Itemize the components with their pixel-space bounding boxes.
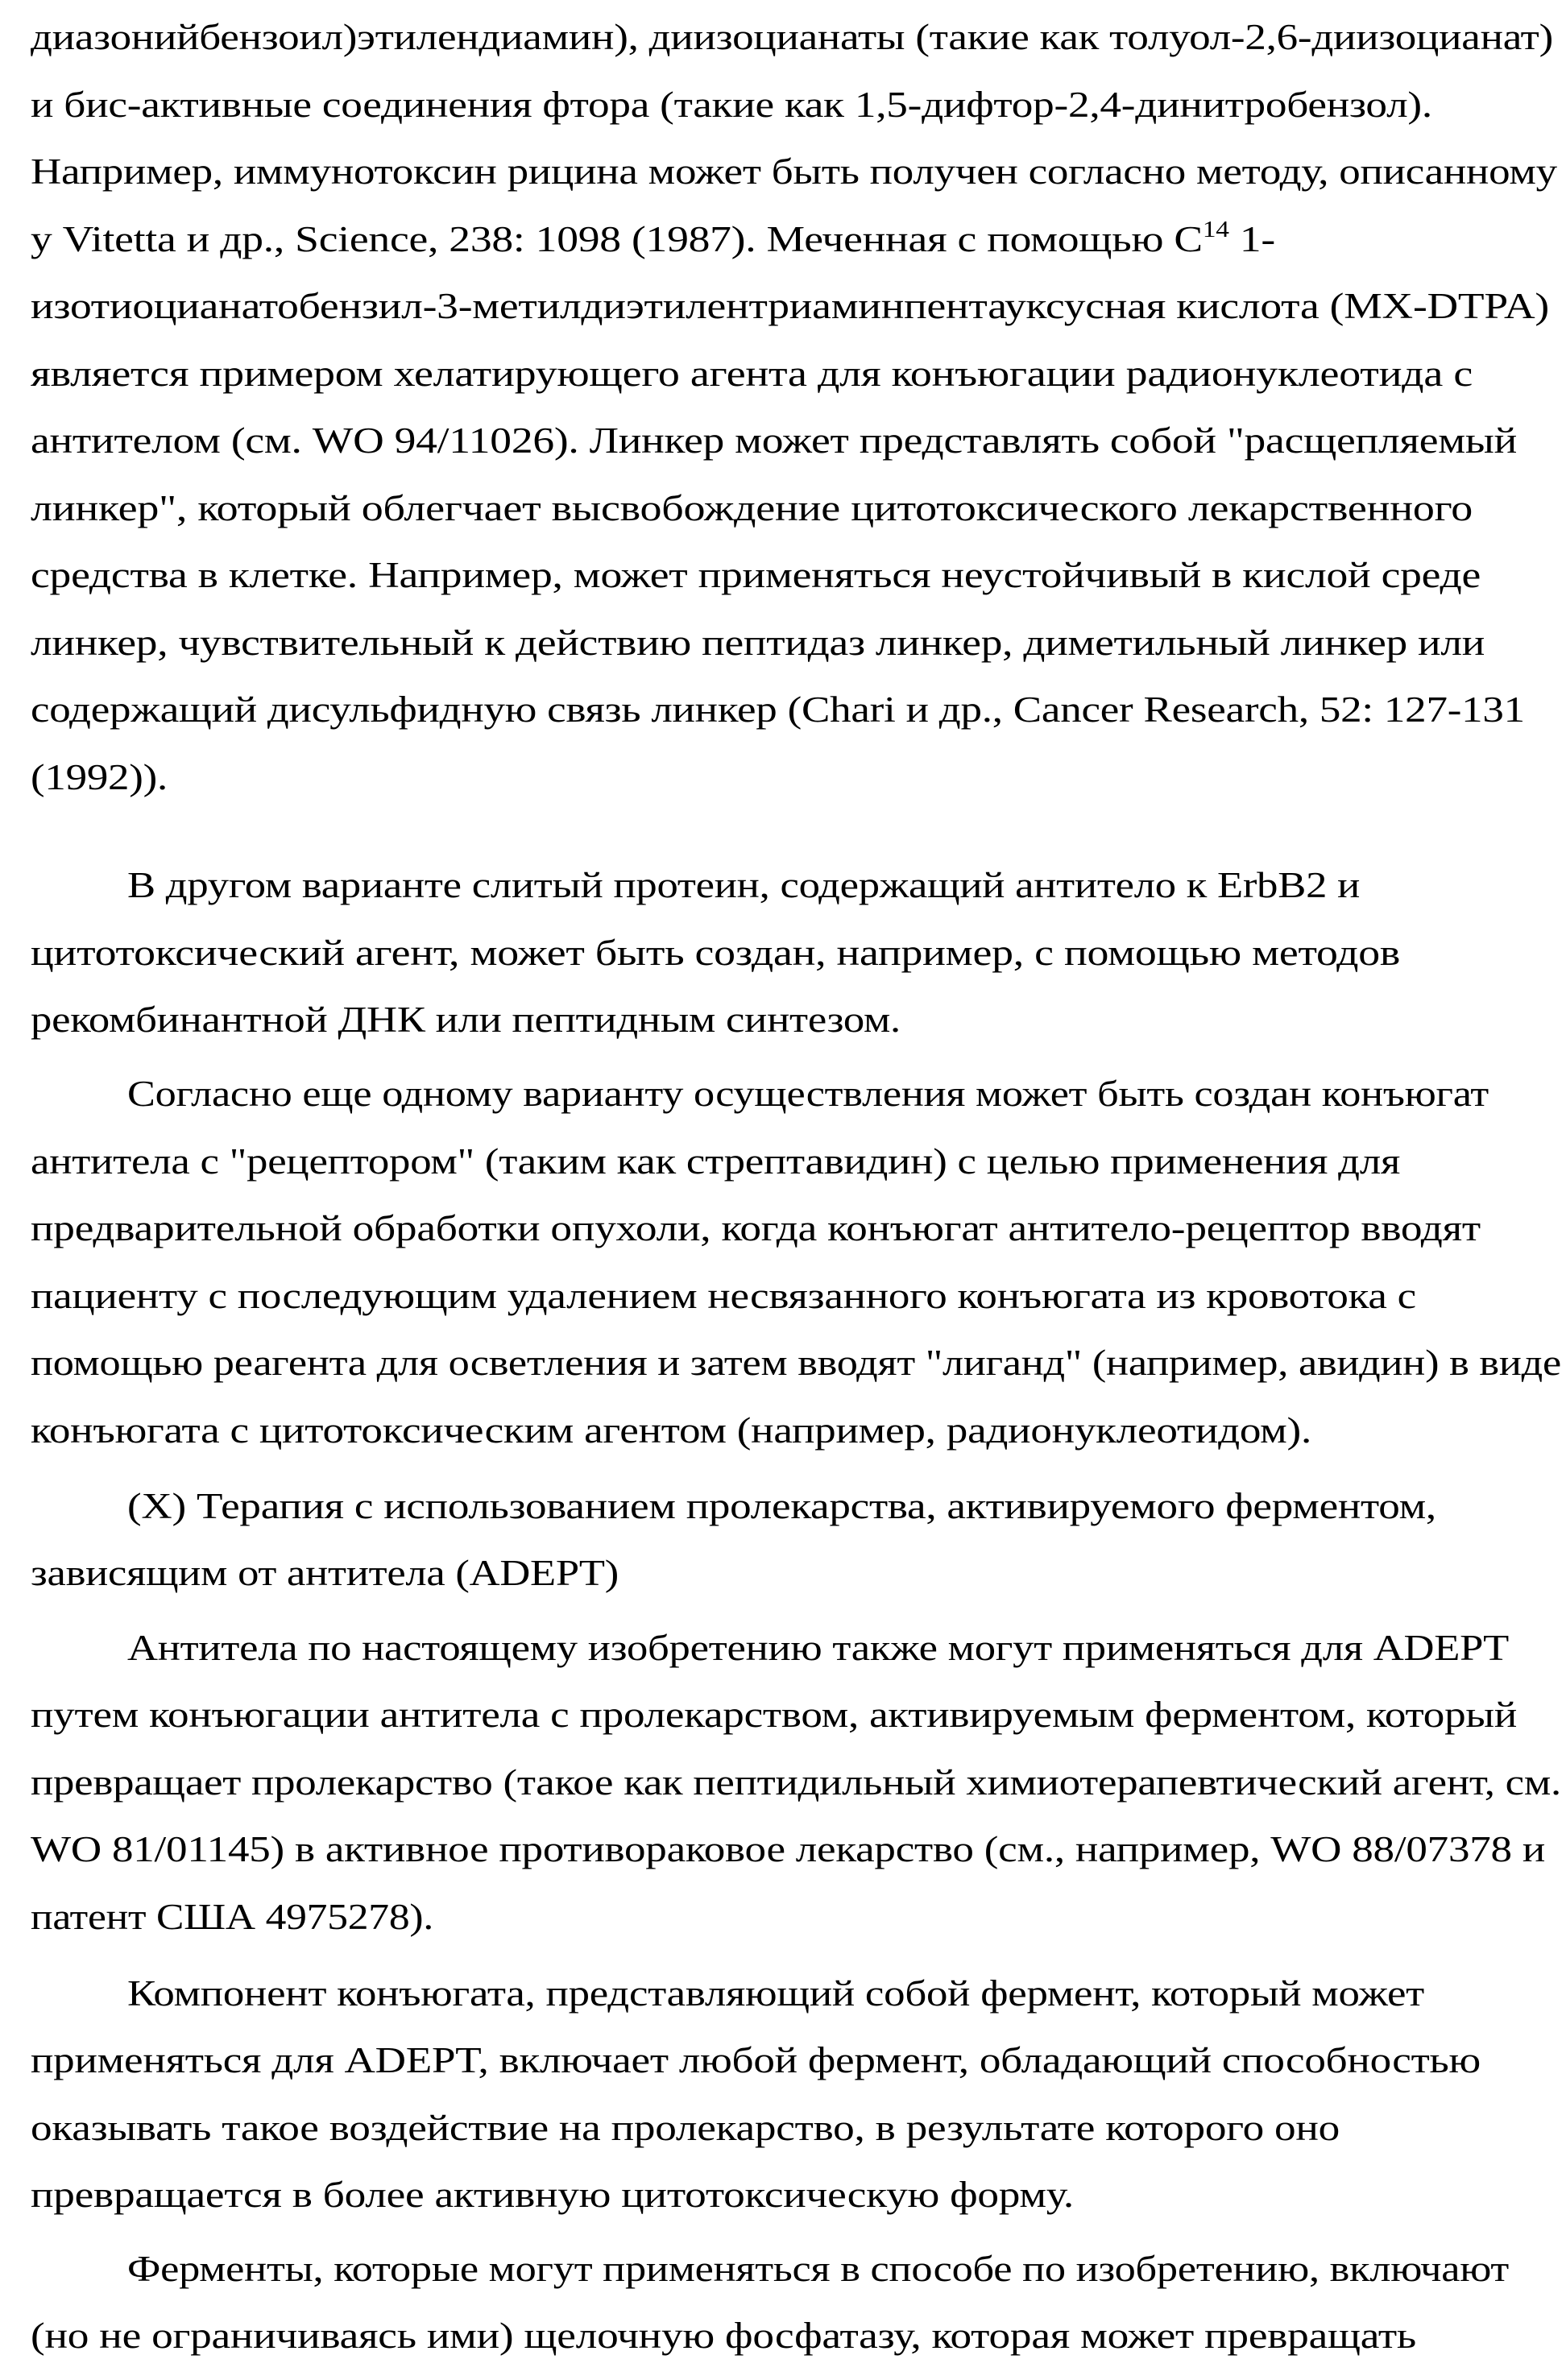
text-line: и бис-активные соединения фтора (такие как 1,5-дифтор-2,4-динитробензол). <box>31 85 1432 125</box>
paragraph-first-line: Согласно еще одному варианту осуществления может быть создан конъюгат <box>127 1074 1489 1114</box>
paragraph-first-line: (X) Терапия с использованием пролекарства, активируемого ферментом, <box>127 1486 1436 1526</box>
text-line: превращает пролекарство (такое как пептидильный химиотерапевтический агент, см. <box>31 1762 1562 1803</box>
paragraph-first-line: В другом варианте слитый протеин, содержащий антитело к ErbB2 и <box>127 865 1361 905</box>
text-line: конъюгата с цитотоксическим агентом (например, радионуклеотидом). <box>31 1410 1312 1451</box>
paragraph-first-line: Антитела по настоящему изобретению также могут применяться для ADEPT <box>127 1628 1510 1668</box>
text-span: 1- <box>1228 219 1275 259</box>
text-line: (1992)). <box>31 757 168 797</box>
text-line: содержащий дисульфидную связь линкер (Chari и др., Cancer Research, 52: 127-131 <box>31 689 1525 730</box>
text-line: Например, иммунотоксин рицина может быть получен согласно методу, описанному <box>31 151 1557 192</box>
text-line: антителом (см. WO 94/11026). Линкер может представлять собой "расщепляемый <box>31 420 1518 461</box>
paragraph-first-line: Ферменты, которые могут применяться в способе по изобретению, включают <box>127 2249 1510 2289</box>
text-line: оказывать такое воздействие на пролекарство, в результате которого оно <box>31 2108 1340 2148</box>
text-line: зависящим от антитела (ADEPT) <box>31 1553 619 1593</box>
text-line: (но не ограничиваясь ими) щелочную фосфатазу, которая может превращать <box>31 2316 1416 2356</box>
text-line: предварительной обработки опухоли, когда конъюгат антитело-рецептор вводят <box>31 1208 1481 1248</box>
text-line: изотиоцианатобензил-3-метилдиэтилентриаминпентауксусная кислота (MX-DTPA) <box>31 286 1549 326</box>
text-line <box>31 217 1275 262</box>
text-line: цитотоксический агент, может быть создан, например, с помощью методов <box>31 933 1401 973</box>
text-line: путем конъюгации антитела с пролекарством, активируемым ферментом, который <box>31 1695 1518 1735</box>
text-line: диазонийбензоил)этилендиамин), диизоцианаты (такие как толуол-2,6-диизоцианат) <box>31 17 1554 57</box>
text-line: линкер", который облегчает высвобождение цитотоксического лекарственного <box>31 488 1473 528</box>
paragraph-first-line: Компонент конъюгата, представляющий собой фермент, который может <box>127 1973 1425 2014</box>
text-line: рекомбинантной ДНК или пептидным синтезом. <box>31 1000 901 1040</box>
text-line: средства в клетке. Например, может применяться неустойчивый в кислой среде <box>31 555 1481 595</box>
text-line: антитела с "рецептором" (таким как стрептавидин) с целью применения для <box>31 1141 1401 1182</box>
text-line: помощью реагента для осветления и затем вводят "лиганд" (например, авидин) в виде <box>31 1343 1561 1383</box>
text-line: патент США 4975278). <box>31 1897 434 1937</box>
text-line: превращается в более активную цитотоксическую форму. <box>31 2175 1074 2215</box>
text-span: у Vitetta и др., Science, 238: 1098 (1987). Меченная с помощью C <box>31 219 1203 259</box>
text-line: применяться для ADEPT, включает любой фермент, обладающий способностью <box>31 2040 1481 2080</box>
text-line: WO 81/01145) в активное противораковое лекарство (см., например, WO 88/07378 и <box>31 1829 1546 1869</box>
superscript-isotope: 14 <box>1202 217 1229 242</box>
text-line: пациенту с последующим удалением несвязанного конъюгата из кровотока с <box>31 1276 1416 1316</box>
text-line: является примером хелатирующего агента для конъюгации радионуклеотида с <box>31 354 1473 394</box>
text-line: линкер, чувствительный к действию пептидаз линкер, диметильный линкер или <box>31 623 1485 663</box>
